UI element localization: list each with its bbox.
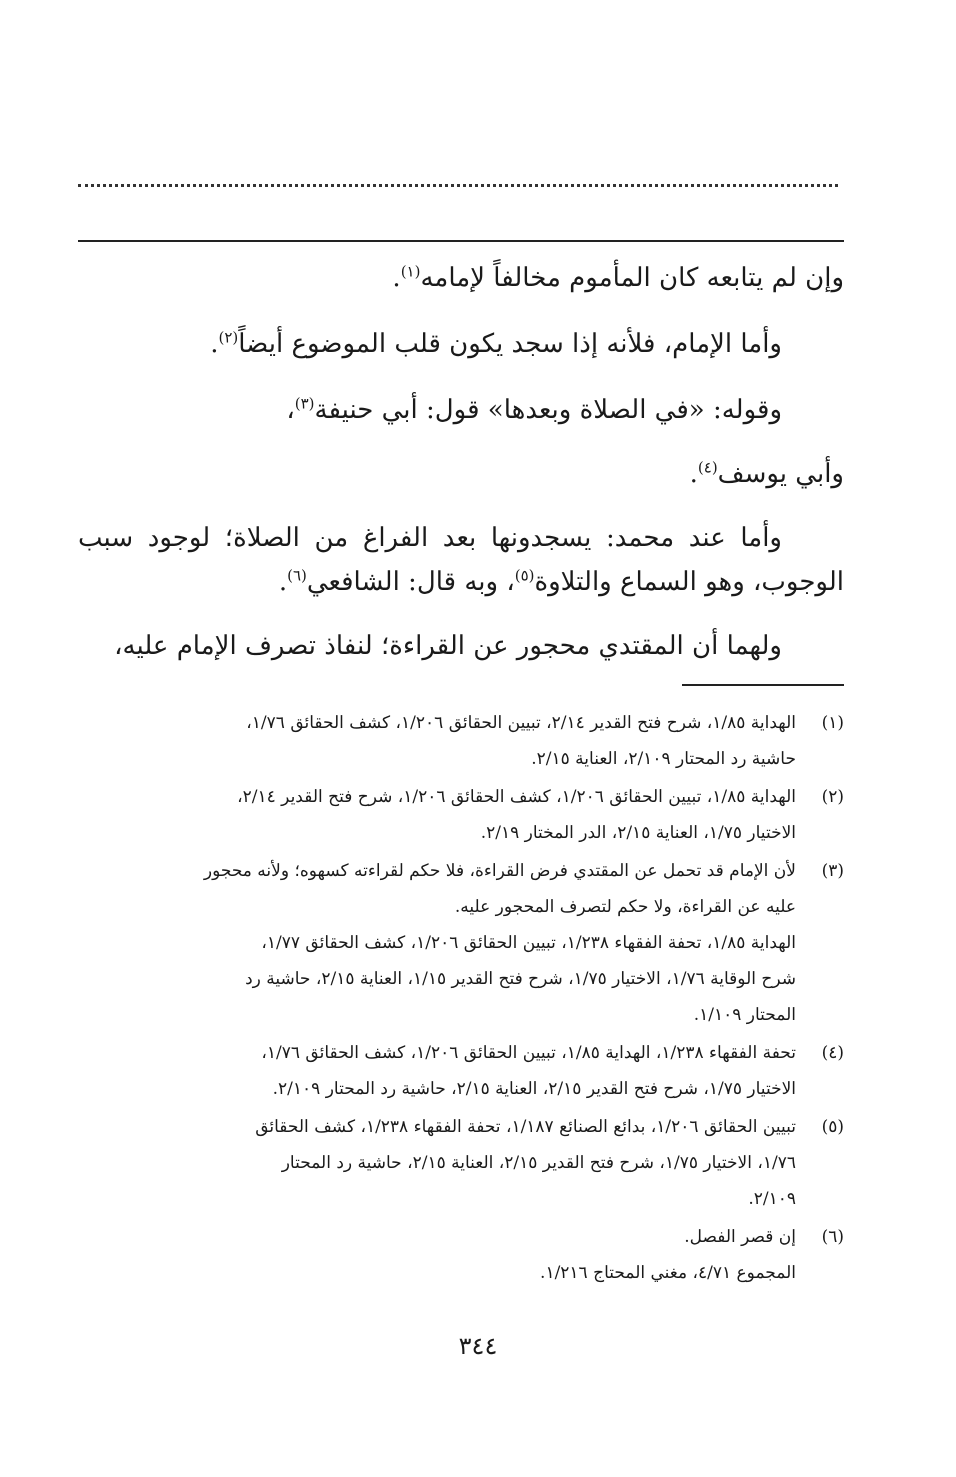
footnote-2 [78, 779, 844, 851]
dotted-separator [78, 184, 838, 187]
footnote-line: الهداية ١/٨٥، تبيين الحقائق ١/٢٠٦، كشف الحقائق ١/٢٠٦، شرح فتح القدير ٢/١٤، [237, 787, 796, 807]
top-rule [78, 240, 844, 242]
body-line-4: وأبي يوسف$^{(٤)}$. [689, 458, 844, 489]
footnote-6 [78, 1219, 844, 1291]
footnote-line: الهداية ١/٨٥، تحفة الفقهاء ١/٢٣٨، تبيين الحقائق ١/٢٠٦، كشف الحقائق ١/٧٧، [261, 933, 796, 953]
body-line-7: ولهما أن المقتدي محجور عن القراءة؛ لنفاذ تصرف الإمام عليه، [114, 631, 782, 661]
footnote-ref-3: (٣) [294, 394, 315, 413]
footnote-line: عليه عن القراءة، ولا حكم لتصرف المحجور عليه. [454, 897, 796, 917]
footnote-ref-5: (٥) [514, 566, 535, 585]
footnote-3 [78, 853, 844, 1033]
footnote-line: تبيين الحقائق ١/٢٠٦، بدائع الصنائع ١/١٨٧، تحفة الفقهاء ١/٢٣٨، كشف الحقائق [255, 1117, 796, 1137]
footnotes [78, 705, 844, 1293]
footnote-ref-4: (٤) [697, 458, 718, 477]
main-text [78, 258, 844, 666]
body-line-3: وقوله: «في الصلاة وبعدها» قول: أبي حنيفة$^{(٣)}$، [286, 394, 782, 425]
footnote-line: الاختيار ١/٧٥، شرح فتح القدير ٢/١٥، العناية ٢/١٥، حاشية رد المحتار ٢/١٠٩. [272, 1079, 796, 1099]
footnote-line: الاختيار ١/٧٥، العناية ٢/١٥، الدر المختار ٢/١٩. [480, 823, 796, 843]
footnote-line: حاشية رد المحتار ٢/١٠٩، العناية ٢/١٥. [531, 749, 796, 769]
body-line-2: وأما الإمام، فلأنه إذا سجد يكون قلب الموضوع أيضاً$^{(٢)}$. [210, 328, 782, 359]
footnote-5 [78, 1109, 844, 1217]
footnote-number: (١) [821, 713, 844, 733]
footnote-line: المجموع ٤/٧١، مغني المحتاج ١/٢١٦. [540, 1263, 796, 1283]
footnote-line: الهداية ١/٨٥، شرح فتح القدير ٢/١٤، تبيين الحقائق ١/٢٠٦، كشف الحقائق ١/٧٦، [246, 713, 796, 733]
footnote-line: لأن الإمام قد تحمل عن المقتدي فرض القراءة، فلا حكم لقراءته كسهوه؛ ولأنه محجور [203, 861, 796, 881]
footnote-rule [682, 684, 844, 686]
page-number: ٣٤٤ [458, 1332, 498, 1360]
footnote-number: (٢) [821, 787, 844, 807]
footnote-1 [78, 705, 844, 777]
footnote-line: شرح الوقاية ١/٧٦، الاختيار ١/٧٥، شرح فتح القدير ١/١٥، العناية ٢/١٥، حاشية رد [245, 969, 796, 989]
footnote-line: ١/٧٦، الاختيار ١/٧٥، شرح فتح القدير ٢/١٥، العناية ٢/١٥، حاشية رد المحتار [281, 1153, 796, 1173]
footnote-ref-6: (٦) [287, 566, 307, 585]
body-line-6: الوجوب، وهو السماع والتلاوة$^{(٥)}$، وبه قال: الشافعي$^{(٦)}$. [278, 566, 844, 597]
body-line-1: وإن لم يتابعه كان المأموم مخالفاً لإمامه$^{(١)}$. [392, 262, 844, 293]
footnote-number: (٦) [821, 1227, 844, 1247]
footnote-ref-1: (١) [400, 262, 421, 281]
footnote-number: (٤) [821, 1043, 844, 1063]
footnote-line: تحفة الفقهاء ١/٢٣٨، الهداية ١/٨٥، تبيين الحقائق ١/٢٠٦، كشف الحقائق ١/٧٦، [261, 1043, 796, 1063]
footnote-ref-2: (٢) [218, 328, 239, 347]
footnote-line: المحتار ١/١٠٩. [693, 1005, 796, 1025]
footnote-line: إن قصر الفصل. [684, 1227, 796, 1247]
footnote-line: ٢/١٠٩. [748, 1189, 796, 1209]
footnote-number: (٣) [821, 861, 844, 881]
footnote-number: (٥) [821, 1117, 844, 1137]
body-line-5: وأما عند محمد: يسجدونها بعد الفراغ من الصلاة؛ لوجود سبب [78, 523, 782, 553]
footnote-4 [78, 1035, 844, 1107]
